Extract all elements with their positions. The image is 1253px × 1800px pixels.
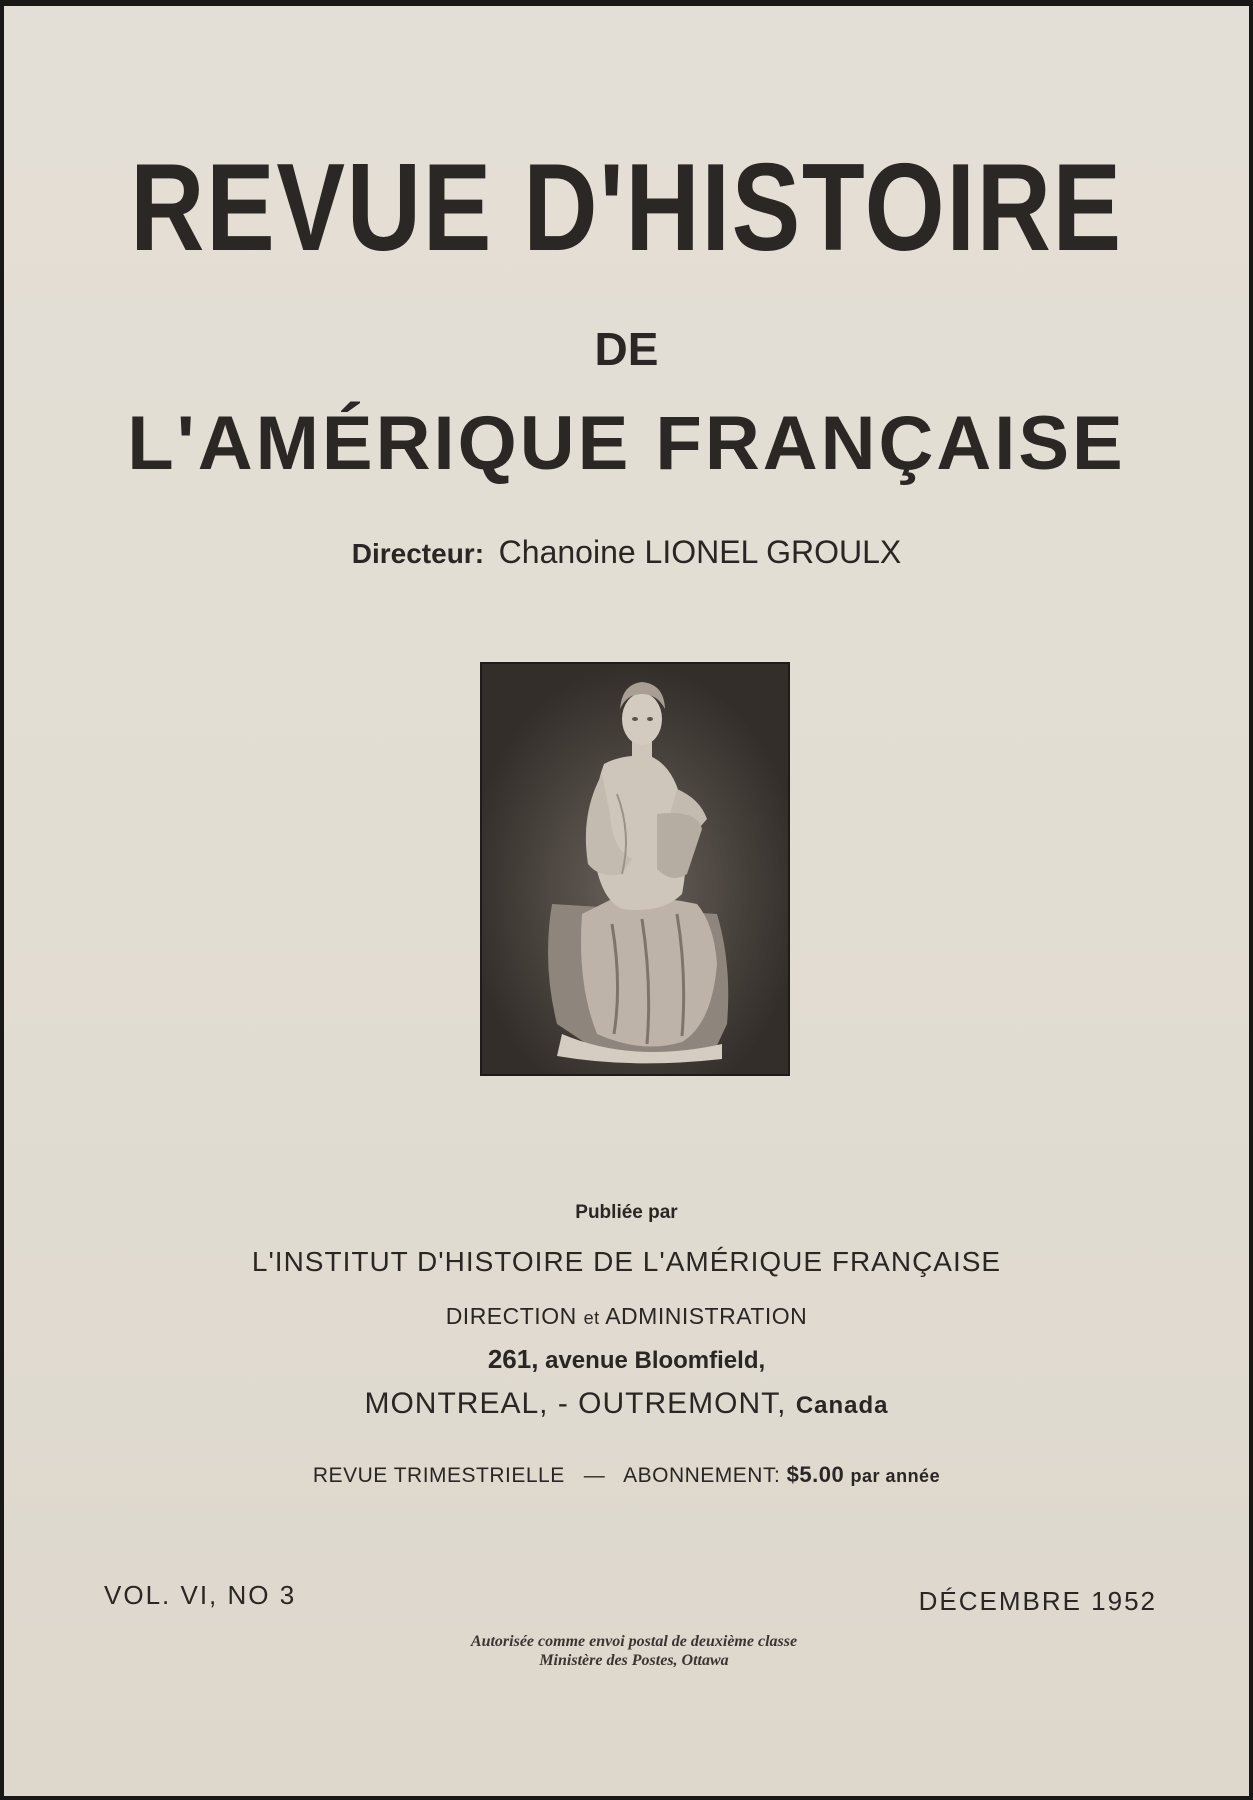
subscription-label: ABONNEMENT: xyxy=(623,1464,781,1487)
separator-dash: — xyxy=(583,1464,606,1487)
subscription-line xyxy=(4,1462,1249,1488)
cover-title: REVUE D'HISTOIRE xyxy=(130,139,1123,277)
volume-number: VOL. VI, NO 3 xyxy=(104,1580,297,1610)
published-by-label: Publiée par xyxy=(575,1202,678,1223)
direction-line xyxy=(4,1303,1249,1330)
street-address xyxy=(4,1344,1249,1375)
direction-conjunction: et xyxy=(583,1308,600,1328)
director-label: Directeur: xyxy=(351,538,485,569)
cover-title-connector: DE xyxy=(594,323,659,375)
street-name: avenue Bloomfield, xyxy=(545,1347,766,1374)
administration-label: ADMINISTRATION xyxy=(605,1303,808,1329)
country-name: Canada xyxy=(795,1392,889,1419)
journal-cover xyxy=(4,6,1249,1796)
city-line xyxy=(4,1387,1249,1421)
city-name: MONTREAL, - OUTREMONT, xyxy=(364,1387,787,1420)
postal-notice xyxy=(384,1632,884,1670)
director-line xyxy=(4,536,1249,568)
postal-notice-line1: Autorisée comme envoi postal de deuxième classe xyxy=(470,1633,798,1650)
publisher-institute: L'INSTITUT D'HISTOIRE DE L'AMÉRIQUE FRANÇAISE xyxy=(251,1246,1002,1277)
statue-illustration xyxy=(480,662,790,1076)
cover-subtitle: L'AMÉRIQUE FRANÇAISE xyxy=(127,401,1126,486)
issue-date: DÉCEMBRE 1952 xyxy=(918,1586,1157,1616)
direction-label: DIRECTION xyxy=(445,1303,577,1329)
street-number: 261, xyxy=(487,1344,539,1374)
director-name: Chanoine LIONEL GROULX xyxy=(498,534,902,570)
seated-statue-image xyxy=(482,664,788,1074)
frequency-label: REVUE TRIMESTRIELLE xyxy=(312,1464,565,1487)
subscription-price: $5.00 xyxy=(786,1462,845,1487)
subscription-period: par année xyxy=(850,1466,941,1486)
postal-notice-line2: Ministère des Postes, Ottawa xyxy=(539,1652,729,1669)
